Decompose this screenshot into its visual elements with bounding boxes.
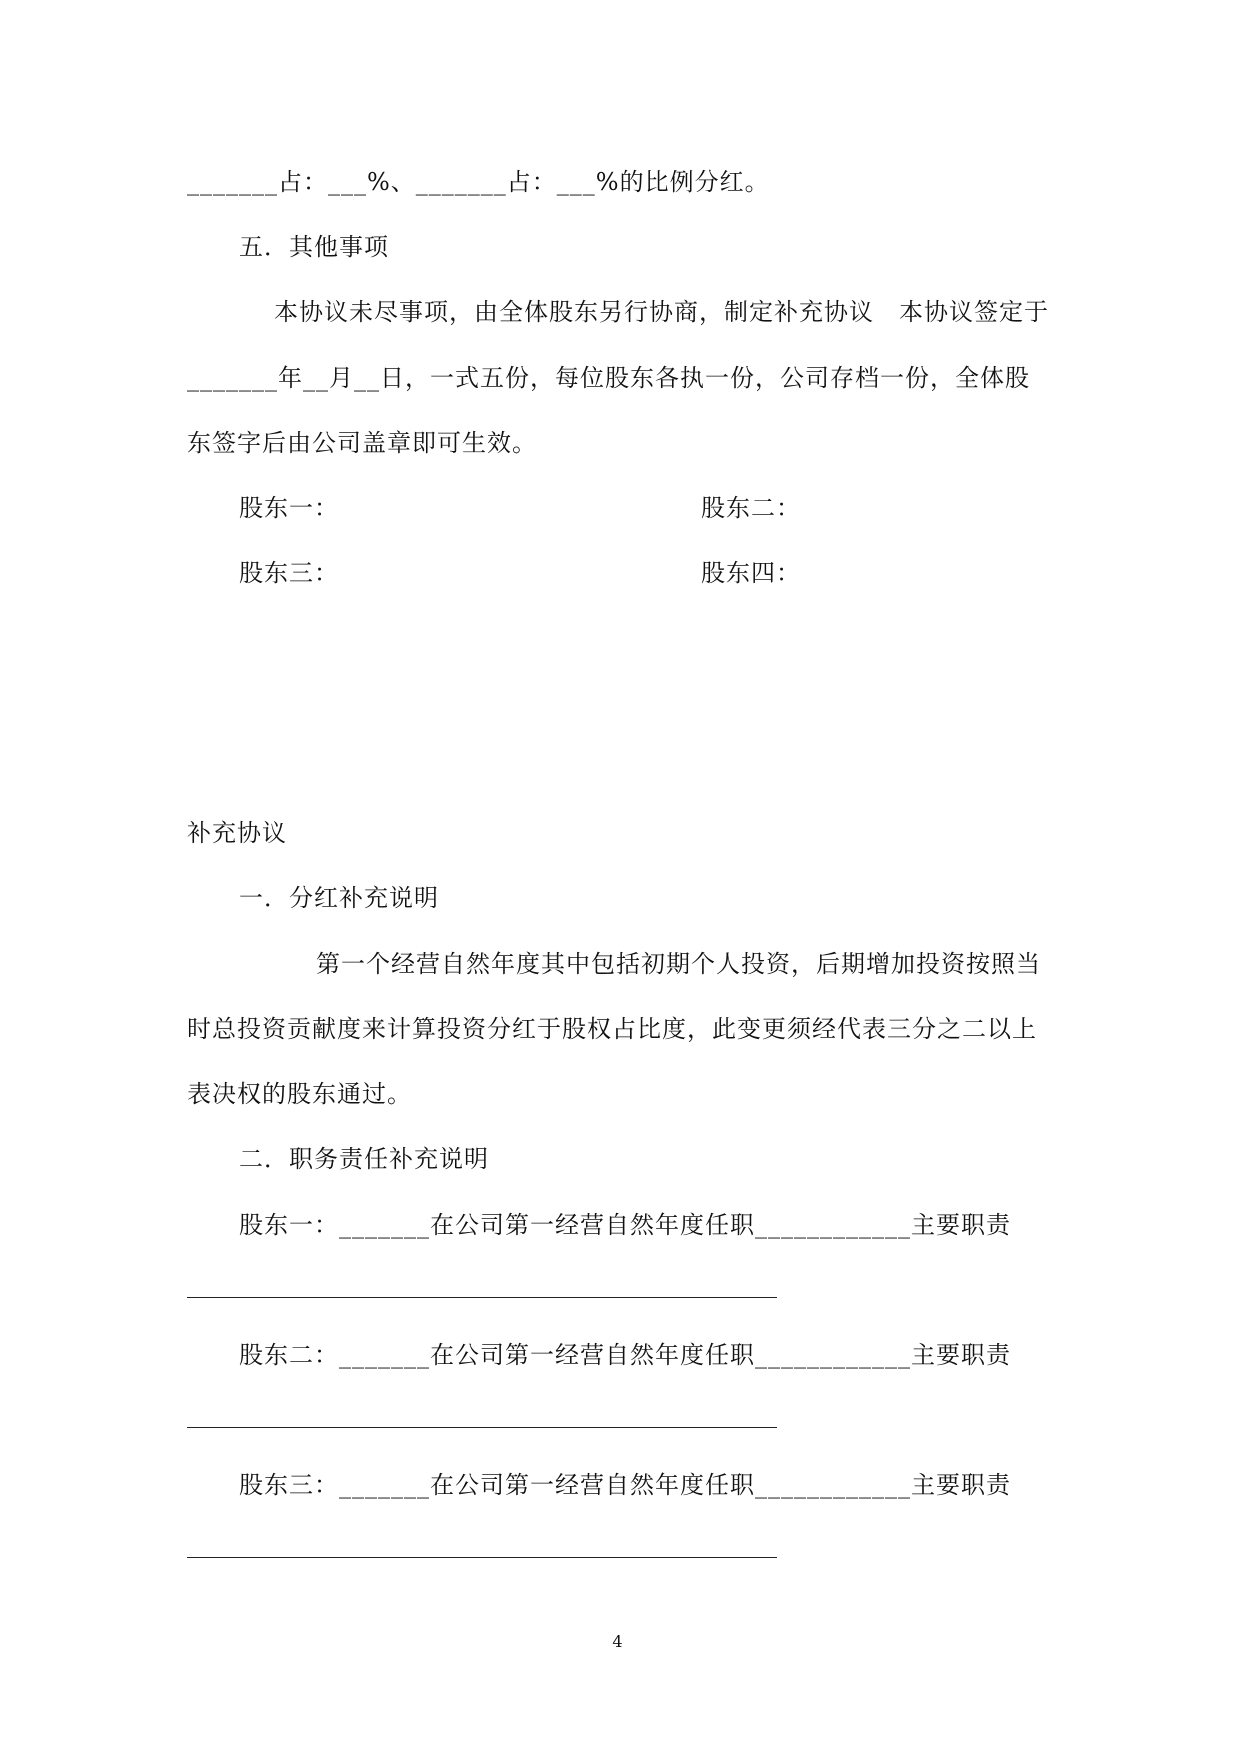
paragraph-line: 东签字后由公司盖章即可生效。 xyxy=(187,429,537,457)
shareholder-signature-label: 股东二： xyxy=(701,494,801,522)
duty-blank-rule xyxy=(187,1297,777,1298)
duty-blank-rule xyxy=(187,1557,777,1558)
shareholder-duty-line: 股东二：_______在公司第一经营自然年度任职____________主要职责 xyxy=(239,1341,1011,1369)
dividend-ratio-line: _______占：___%、_______占：___%的比例分红。 xyxy=(187,168,770,196)
shareholder-duty-line: 股东三：_______在公司第一经营自然年度任职____________主要职责 xyxy=(239,1471,1011,1499)
shareholder-signature-label: 股东四： xyxy=(701,559,801,587)
paragraph-line: 时总投资贡献度来计算投资分红于股权占比度，此变更须经代表三分之二以上 xyxy=(187,1015,1037,1043)
shareholder-duty-line: 股东一：_______在公司第一经营自然年度任职____________主要职责 xyxy=(239,1211,1011,1239)
section-heading-duties: 二．职务责任补充说明 xyxy=(239,1145,489,1173)
paragraph-line: 表决权的股东通过。 xyxy=(187,1080,412,1108)
section-heading-other-matters: 五．其他事项 xyxy=(239,233,389,261)
section-heading-dividend: 一．分红补充说明 xyxy=(239,884,439,912)
paragraph-line: _______年__月__日，一式五份，每位股东各执一份，公司存档一份，全体股 xyxy=(187,364,1030,392)
shareholder-signature-label: 股东一： xyxy=(239,494,339,522)
duty-blank-rule xyxy=(187,1427,777,1428)
shareholder-signature-label: 股东三： xyxy=(239,559,339,587)
page-number: 4 xyxy=(612,1632,623,1651)
supplementary-agreement-title: 补充协议 xyxy=(187,819,287,847)
paragraph-line: 本协议未尽事项，由全体股东另行协商，制定补充协议 本协议签定于 xyxy=(274,298,1049,326)
paragraph-line: 第一个经营自然年度其中包括初期个人投资，后期增加投资按照当 xyxy=(316,950,1041,978)
